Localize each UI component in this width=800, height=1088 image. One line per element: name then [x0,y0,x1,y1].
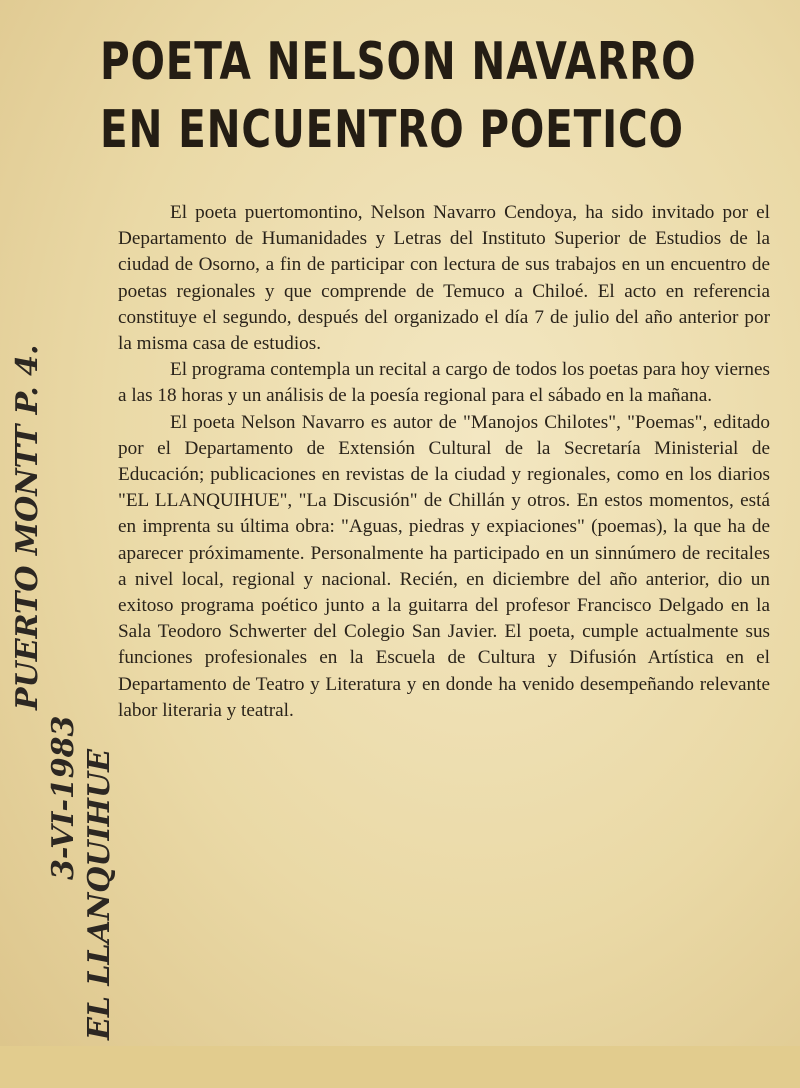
article-paragraph-3: El poeta Nelson Navarro es autor de "Manojos Chilotes", "Poemas", editado por el Departamento de Extensión Cultural de la Secretaría Ministerial de Educación; publicaciones en revistas de la ciudad y regionales, como en los diarios "EL LLANQUIHUE", "La Discusión" de Chillán y otros. En estos momentos, está en imprenta su última obra: "Aguas, piedras y expiaciones" (poemas), la que ha de aparecer próximamente. Personalmente ha participado en un sinnúmero de recitales a nivel local, regional y nacional. Recién, en diciembre del año anterior, dio un exitoso programa poético junto a la guitarra del profesor Francisco Delgado en la Sala Teodoro Schwerter del Colegio San Javier. El poeta, cumple actualmente sus funciones profesionales en la Escuela de Cultura y Difusión Artística en el Departamento de Teatro y Literatura y en donde ha venido desempeñando relevante labor literaria y teatral. [118,411,770,721]
annotation-source: EL LLANQUIHUE [82,749,117,1040]
article-paragraph-2: El programa contempla un recital a cargo de todos los poetas para hoy viernes a las 18 horas y un análisis de la poesía regional para el sábado en la mañana. [118,359,770,407]
annotation-date: 3-VI-1983 [46,715,81,880]
annotation-place-page: PUERTO MONTT P. 4. [10,344,45,710]
headline-line-2: EN ENCUENTRO POETICO [100,100,684,160]
handwritten-annotation [10,345,118,1040]
article-paragraph-1: El poeta puertomontino, Nelson Navarro Cendoya, ha sido invitado por el Departamento de Humanidades y Letras del Instituto Superior de Estudios de la ciudad de Osorno, a fin de participar con lectura de sus trabajos en un encuentro de poetas regionales y que comprende de Temuco a Chiloé. El acto en referencia constituye el segundo, después del organizado el día 7 de julio del año anterior por la misma casa de estudios. [118,202,770,355]
headline-line-1: POETA NELSON NAVARRO [100,32,697,92]
headline [100,28,697,164]
paper-edge [0,1046,800,1088]
article-body [118,200,770,724]
